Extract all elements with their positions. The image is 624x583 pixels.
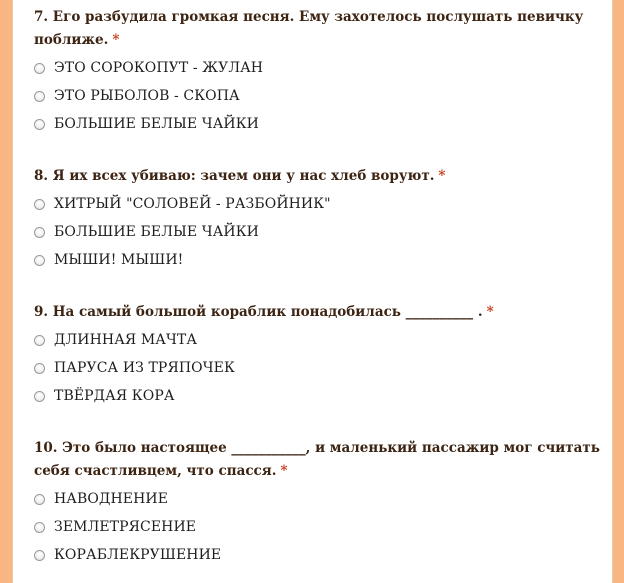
option-label: ДЛИННАЯ МАЧТА [54,332,198,348]
option-10-1[interactable] [34,485,609,513]
option-10-2[interactable] [34,513,609,541]
radio-button[interactable] [34,91,45,102]
option-label: ЗЕМЛЕТРЯСЕНИЕ [54,519,197,535]
option-9-2[interactable] [34,354,609,382]
radio-button[interactable] [34,255,45,266]
option-label: КОРАБЛЕКРУШЕНИЕ [54,547,222,563]
option-label: ЭТО СОРОКОПУТ - ЖУЛАН [54,60,264,76]
radio-button[interactable] [34,227,45,238]
option-label: ХИТРЫЙ "СОЛОВЕЙ - РАЗБОЙНИК" [54,196,331,212]
required-asterisk: * [112,32,120,48]
option-7-3[interactable] [34,110,609,138]
option-label: МЫШИ! МЫШИ! [54,252,184,268]
radio-button[interactable] [34,494,45,505]
option-label: БОЛЬШИЕ БЕЛЫЕ ЧАЙКИ [54,116,259,132]
option-label: БОЛЬШИЕ БЕЛЫЕ ЧАЙКИ [54,224,259,240]
required-asterisk: * [438,168,446,184]
radio-button[interactable] [34,63,45,74]
option-8-1[interactable] [34,190,609,218]
question-8 [34,165,609,274]
question-title: 10. Это было настоящее ___________, и маленький пассажир мог считать себя счастливцем, что спасся. * [34,440,600,479]
option-label: ТВЁРДАЯ КОРА [54,388,175,404]
question-9 [34,301,609,410]
radio-button[interactable] [34,550,45,561]
radio-button[interactable] [34,391,45,402]
option-9-1[interactable] [34,326,609,354]
required-asterisk: * [486,304,494,320]
form-card [12,0,613,583]
radio-button[interactable] [34,199,45,210]
option-9-3[interactable] [34,382,609,410]
radio-button[interactable] [34,335,45,346]
radio-button[interactable] [34,119,45,130]
required-asterisk: * [280,463,288,479]
question-7 [34,6,609,138]
option-7-2[interactable] [34,82,609,110]
radio-button[interactable] [34,522,45,533]
question-title: 8. Я их всех убиваю: зачем они у нас хлеб воруют. * [34,168,446,184]
option-8-2[interactable] [34,218,609,246]
option-8-3[interactable] [34,246,609,274]
radio-button[interactable] [34,363,45,374]
option-label: ПАРУСА ИЗ ТРЯПОЧЕК [54,360,235,376]
option-10-3[interactable] [34,541,609,569]
question-title: 9. На самый большой кораблик понадобилась __________ . * [34,304,494,320]
question-10 [34,437,609,569]
option-label: ЭТО РЫБОЛОВ - СКОПА [54,88,240,104]
option-label: НАВОДНЕНИЕ [54,491,169,507]
question-title: 7. Его разбудила громкая песня. Ему захотелось послушать певичку поближе. * [34,9,584,48]
option-7-1[interactable] [34,54,609,82]
